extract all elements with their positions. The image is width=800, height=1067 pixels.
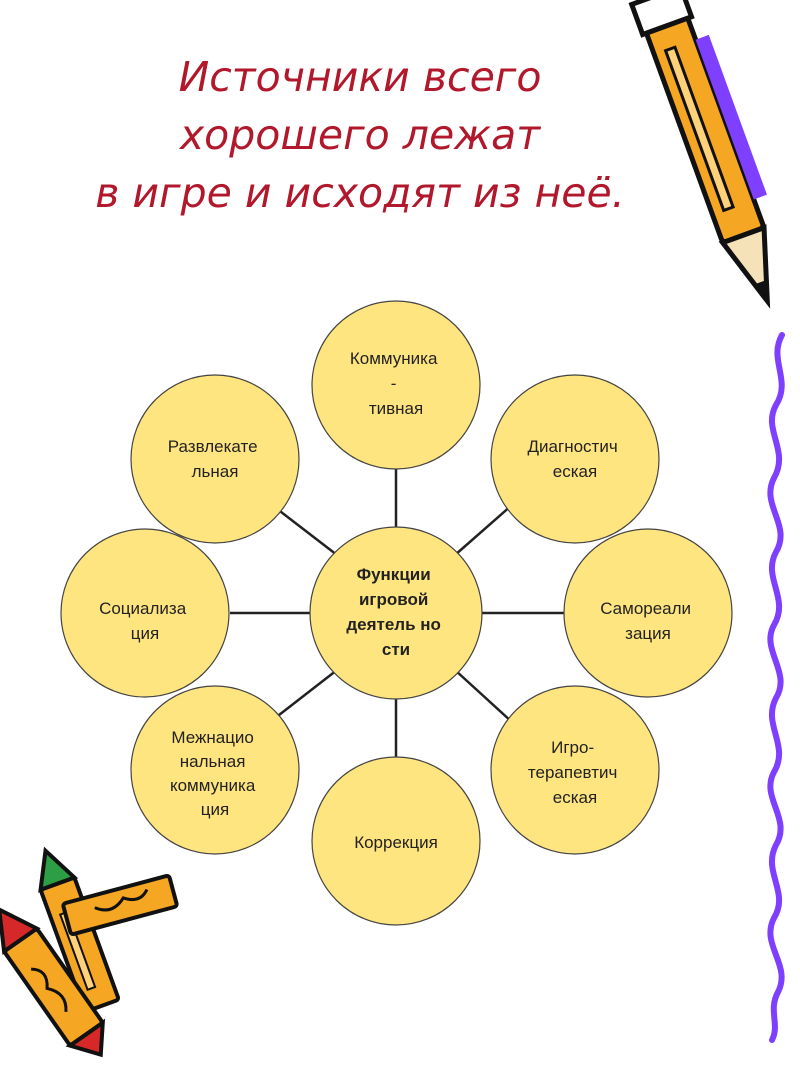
- connector-diagnostic: [455, 505, 512, 555]
- connector-international: [270, 670, 337, 722]
- node-entertaining: [131, 375, 299, 543]
- title-line-1: Источники всего: [178, 53, 542, 101]
- node-diagnostic: [491, 375, 659, 543]
- label-center: Функции игровой деятель но сти: [346, 565, 441, 659]
- title-line-2: хорошего лежат: [179, 111, 541, 159]
- label-entertaining: Развлекате льная: [167, 437, 258, 481]
- label-diagnostic: Диагностич еская: [527, 437, 618, 481]
- wavy-line: [770, 335, 782, 1040]
- label-self-realization: Самореали зация: [600, 599, 692, 643]
- label-game-therapeutic: Игро- терапевтич еская: [527, 738, 618, 807]
- pencil-icon: [632, 0, 800, 310]
- crayons-icon: [0, 845, 177, 1067]
- connector-entertaining: [272, 505, 337, 555]
- label-socialization: Социализа ция: [99, 599, 187, 643]
- node-center: [310, 527, 482, 699]
- label-communicative: Коммуника - тивная: [349, 349, 438, 418]
- title-line-3: в игре и исходят из неё.: [95, 169, 625, 217]
- connector-game-therapeutic: [455, 670, 512, 722]
- label-international-communication: Межнацио нальная коммуника ция: [169, 728, 256, 819]
- label-correction: Коррекция: [354, 833, 438, 852]
